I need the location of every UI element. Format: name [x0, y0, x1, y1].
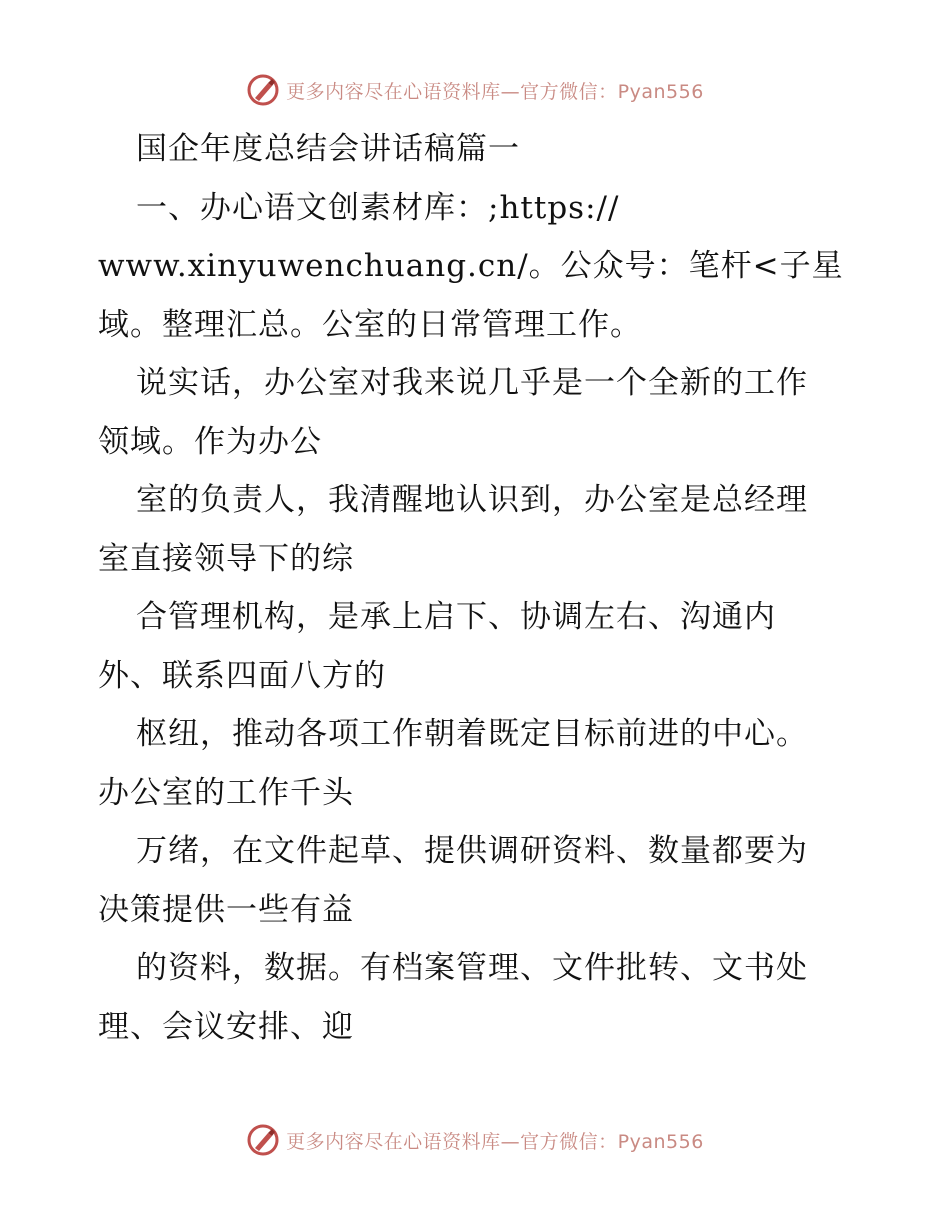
paragraph-line: 一、办心语文创素材库：;https://	[136, 189, 620, 226]
paragraph-line: 办公室的工作千头	[98, 774, 354, 811]
footer-banner-text: 更多内容尽在心语资料库—官方微信：Pyan556	[286, 1130, 704, 1153]
paragraph-line: 领域。作为办公	[98, 423, 322, 460]
paragraph-line: 域。整理汇总。公室的日常管理工作。	[98, 306, 642, 343]
paragraph-line: 理、会议安排、迎	[98, 1008, 354, 1045]
paragraph-line: 合管理机构，是承上启下、协调左右、沟通内	[136, 599, 776, 635]
paragraph-line: 室直接领导下的综	[98, 540, 354, 577]
paragraph-line: 万绪，在文件起草、提供调研资料、数量都要为	[136, 833, 808, 869]
pen-logo-icon	[246, 1123, 280, 1157]
paragraph-line: 枢纽，推动各项工作朝着既定目标前进的中心。	[136, 716, 808, 752]
header-banner-text: 更多内容尽在心语资料库—官方微信：Pyan556	[286, 80, 704, 103]
pen-logo-icon	[246, 73, 280, 107]
document-title: 国企年度总结会讲话稿篇一	[136, 131, 520, 167]
footer-banner	[0, 1120, 950, 1160]
paragraph-line: www.xinyuwenchuang.cn/。公众号：笔杆<子星	[98, 248, 844, 284]
paragraph-line: 室的负责人，我清醒地认识到，办公室是总经理	[136, 482, 808, 518]
header-banner	[0, 70, 950, 110]
document-body	[98, 120, 858, 1056]
paragraph-line: 外、联系四面八方的	[98, 657, 386, 694]
paragraph-line: 说实话，办公室对我来说几乎是一个全新的工作	[136, 365, 808, 401]
paragraph-line: 的资料，数据。有档案管理、文件批转、文书处	[136, 950, 808, 986]
paragraph-line: 决策提供一些有益	[98, 891, 354, 928]
